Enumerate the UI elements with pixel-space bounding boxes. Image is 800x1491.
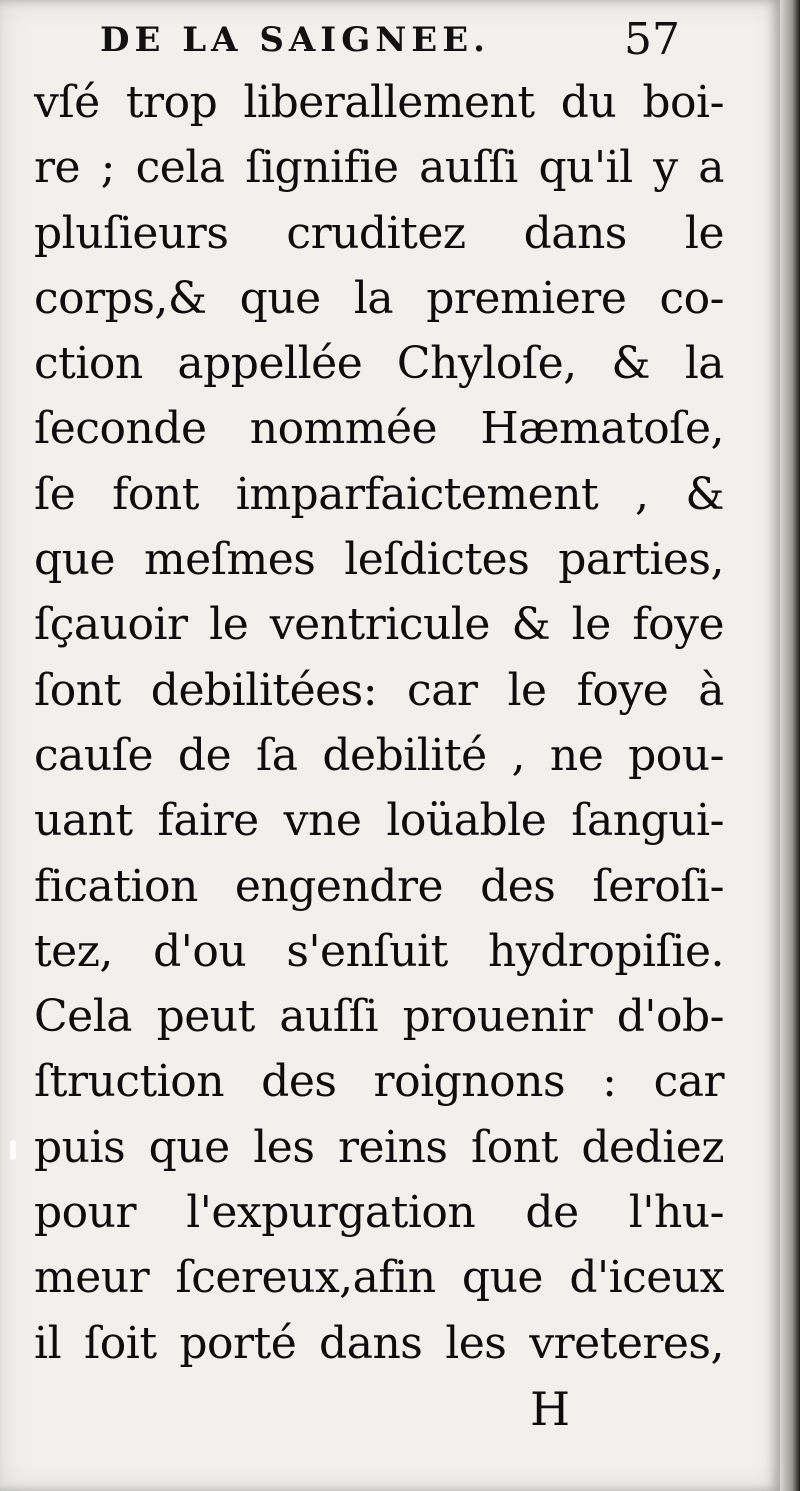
text-line: ſont debilitées: car le foye à: [34, 664, 724, 716]
page-edge-shadow: [780, 0, 800, 1491]
margin-blemish: [10, 1140, 16, 1160]
text-line: puis que les reins ſont dediez: [34, 1121, 724, 1173]
text-line: corps,& que la premiere co-: [34, 272, 724, 324]
text-line: Cela peut auſſi prouenir d'ob-: [34, 991, 724, 1043]
text-line: ſçauoir le ventricule & le foye: [34, 599, 724, 651]
text-line: uant faire vne loüable ſangui-: [34, 795, 724, 847]
running-head: [100, 14, 680, 70]
text-line: pluſieurs cruditez dans le: [34, 207, 724, 259]
page-number: 57: [624, 14, 680, 65]
text-line: il ſoit porté dans les vreteres,: [34, 1317, 724, 1369]
text-line: cauſe de ſa debilité , ne pou-: [34, 729, 724, 781]
text-line: fication engendre des ſeroſi-: [34, 860, 724, 912]
text-line: tez, d'ou s'enſuit hydropiſie.: [34, 925, 724, 977]
catchword: H: [530, 1382, 571, 1436]
text-line: meur ſcereux,afin que d'iceux: [34, 1252, 724, 1304]
body-text: [34, 70, 724, 1376]
text-line: re ; cela ſignifie auſſi qu'il y a: [34, 142, 724, 194]
text-line: vſé trop liberallement du boi-: [34, 77, 724, 128]
text-line: ction appellée Chyloſe, & la: [34, 338, 724, 390]
text-line: ſe font imparfaictement , &: [34, 468, 724, 520]
text-line: ſeconde nommée Hæmatoſe,: [34, 403, 724, 455]
text-line: ſtruction des roignons : car: [34, 1056, 724, 1108]
text-line: que meſmes leſdictes parties,: [34, 534, 724, 586]
text-line: pour l'expurgation de l'hu-: [34, 1187, 724, 1239]
running-head-title: DE LA SAIGNEE.: [100, 20, 490, 60]
